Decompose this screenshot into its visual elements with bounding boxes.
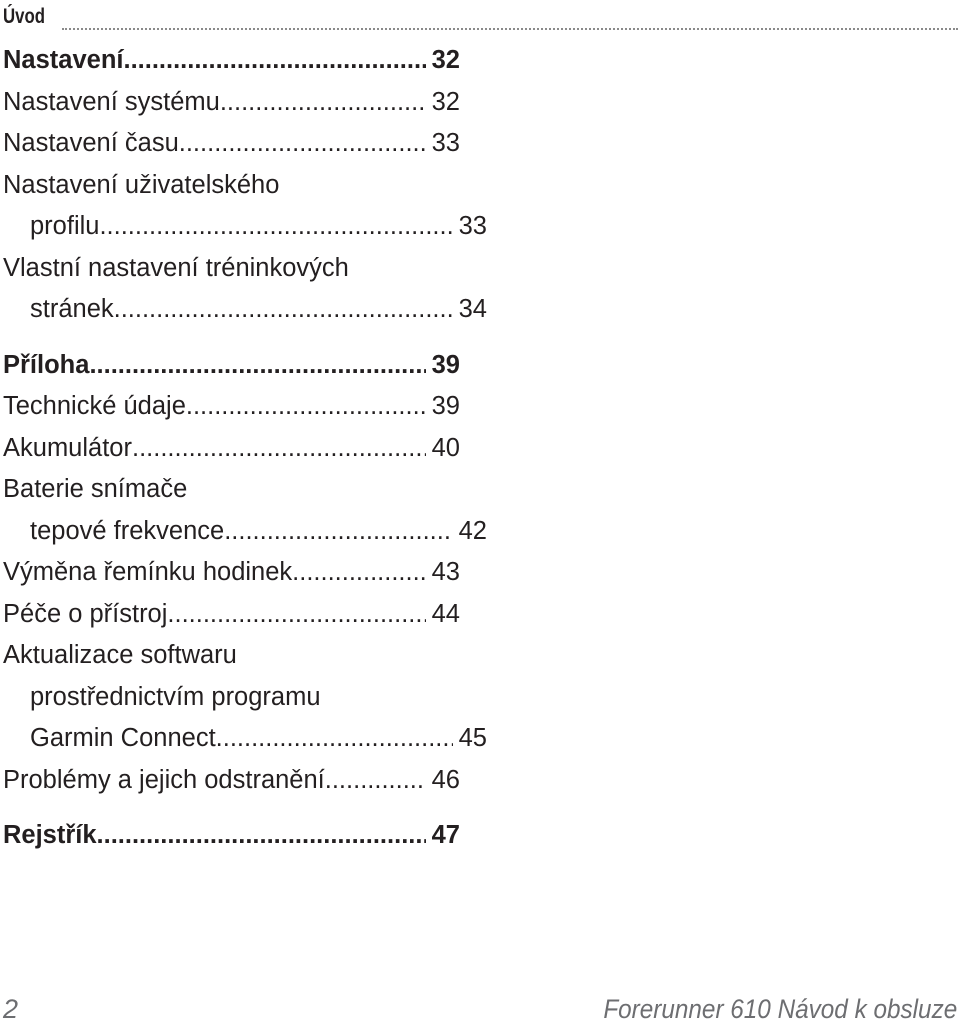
toc-line: [3, 594, 460, 636]
toc-line: [3, 165, 460, 207]
toc-dot-leader: [179, 123, 426, 165]
toc-entry-label: Výměna řemínku hodinek: [3, 558, 293, 586]
toc-entry-label: Nastavení času: [3, 129, 179, 157]
toc-entry-label: Problémy a jejich odstranění: [3, 765, 325, 794]
toc-entry-label: Nastavení uživatelského: [3, 170, 280, 199]
toc-line: [3, 345, 460, 387]
toc-page-number: 45: [458, 724, 487, 752]
toc-entry-label: Příloha: [3, 350, 90, 379]
toc-entry-label: tepové frekvence: [30, 516, 225, 545]
toc-dot-leader: [114, 289, 453, 331]
toc-page-number: 33: [458, 212, 487, 240]
footer-document-title: Forerunner 610 Návod k obsluze: [603, 994, 957, 1024]
toc-entry-label: Péče o přístroj: [3, 599, 168, 628]
toc-entry: [3, 248, 487, 331]
toc-entry-label: Technické údaje: [3, 392, 186, 420]
toc-line: [3, 718, 487, 760]
toc-dot-leader: [99, 206, 452, 248]
toc-entry: [3, 594, 460, 636]
toc-page-number: 34: [458, 295, 487, 323]
toc-dot-leader: [220, 82, 426, 124]
toc-line: [3, 248, 460, 290]
toc-dot-leader: [123, 40, 425, 82]
toc-page-number: 33: [431, 129, 460, 157]
toc-line: [3, 289, 487, 331]
toc-entry: [3, 760, 460, 802]
toc-entry: [3, 428, 460, 470]
toc-line: [3, 386, 460, 428]
toc-entry-label: Baterie snímače: [3, 475, 188, 503]
toc-entry: [3, 165, 487, 248]
toc-entry-label: profilu: [30, 212, 100, 240]
toc-page-number: 44: [431, 599, 460, 628]
toc-line: [3, 206, 487, 248]
toc-line: [3, 552, 460, 594]
toc-entry-label: Rejstřík: [3, 821, 97, 849]
toc-line: [3, 428, 460, 470]
footer-page-number: 2: [3, 994, 19, 1024]
toc-entry-label: Vlastní nastavení tréninkových: [3, 253, 349, 282]
toc-section-entry: [3, 345, 460, 387]
toc-line: [3, 469, 460, 511]
toc-dot-leader: [216, 718, 453, 760]
toc-line: [3, 760, 460, 802]
toc-dot-leader: [292, 552, 425, 594]
toc-page-number: 40: [431, 433, 460, 462]
toc-entry: [3, 82, 460, 124]
toc-entry: [3, 386, 460, 428]
toc-entry-label: stránek: [30, 295, 114, 323]
toc-dot-leader: [132, 428, 426, 470]
toc-section-entry: [3, 815, 460, 857]
toc-page-number: 42: [458, 516, 487, 545]
toc-section-entry: [3, 40, 460, 82]
toc-entry: [3, 469, 487, 552]
toc-entry-label: prostřednictvím programu: [30, 682, 321, 711]
toc-entry-label: Nastavení systému: [3, 87, 220, 116]
toc-line: [3, 123, 460, 165]
toc-page-number: 46: [431, 765, 460, 794]
toc-page-number: 39: [431, 350, 460, 379]
toc-entry: [3, 123, 460, 165]
toc-dot-leader: [224, 511, 452, 553]
toc-entry-label: Garmin Connect: [30, 724, 216, 752]
toc-entry: [3, 552, 460, 594]
toc-entry-label: Nastavení: [3, 46, 124, 74]
section-title: Úvod: [3, 5, 45, 28]
toc-dot-leader: [325, 760, 426, 802]
table-of-contents: [3, 40, 487, 857]
toc-page-number: 43: [431, 558, 460, 586]
toc-dot-leader: [167, 594, 425, 636]
toc-dot-leader: [89, 345, 425, 387]
header-dotted-rule: [62, 28, 958, 30]
toc-dot-leader: [97, 815, 426, 857]
toc-dot-leader: [186, 386, 426, 428]
toc-page-number: 39: [431, 392, 460, 420]
toc-page-number: 47: [431, 821, 460, 849]
toc-page-number: 32: [431, 46, 460, 74]
toc-line: [3, 40, 460, 82]
toc-page-number: 32: [431, 87, 460, 116]
toc-line: [3, 635, 460, 677]
toc-line: [3, 815, 460, 857]
toc-line: [3, 82, 460, 124]
toc-entry: [3, 635, 487, 760]
section-header: [0, 2, 960, 32]
toc-entry-label: Akumulátor: [3, 433, 132, 462]
toc-line: [3, 677, 487, 719]
toc-entry-label: Aktualizace softwaru: [3, 641, 237, 669]
toc-line: [3, 511, 487, 553]
